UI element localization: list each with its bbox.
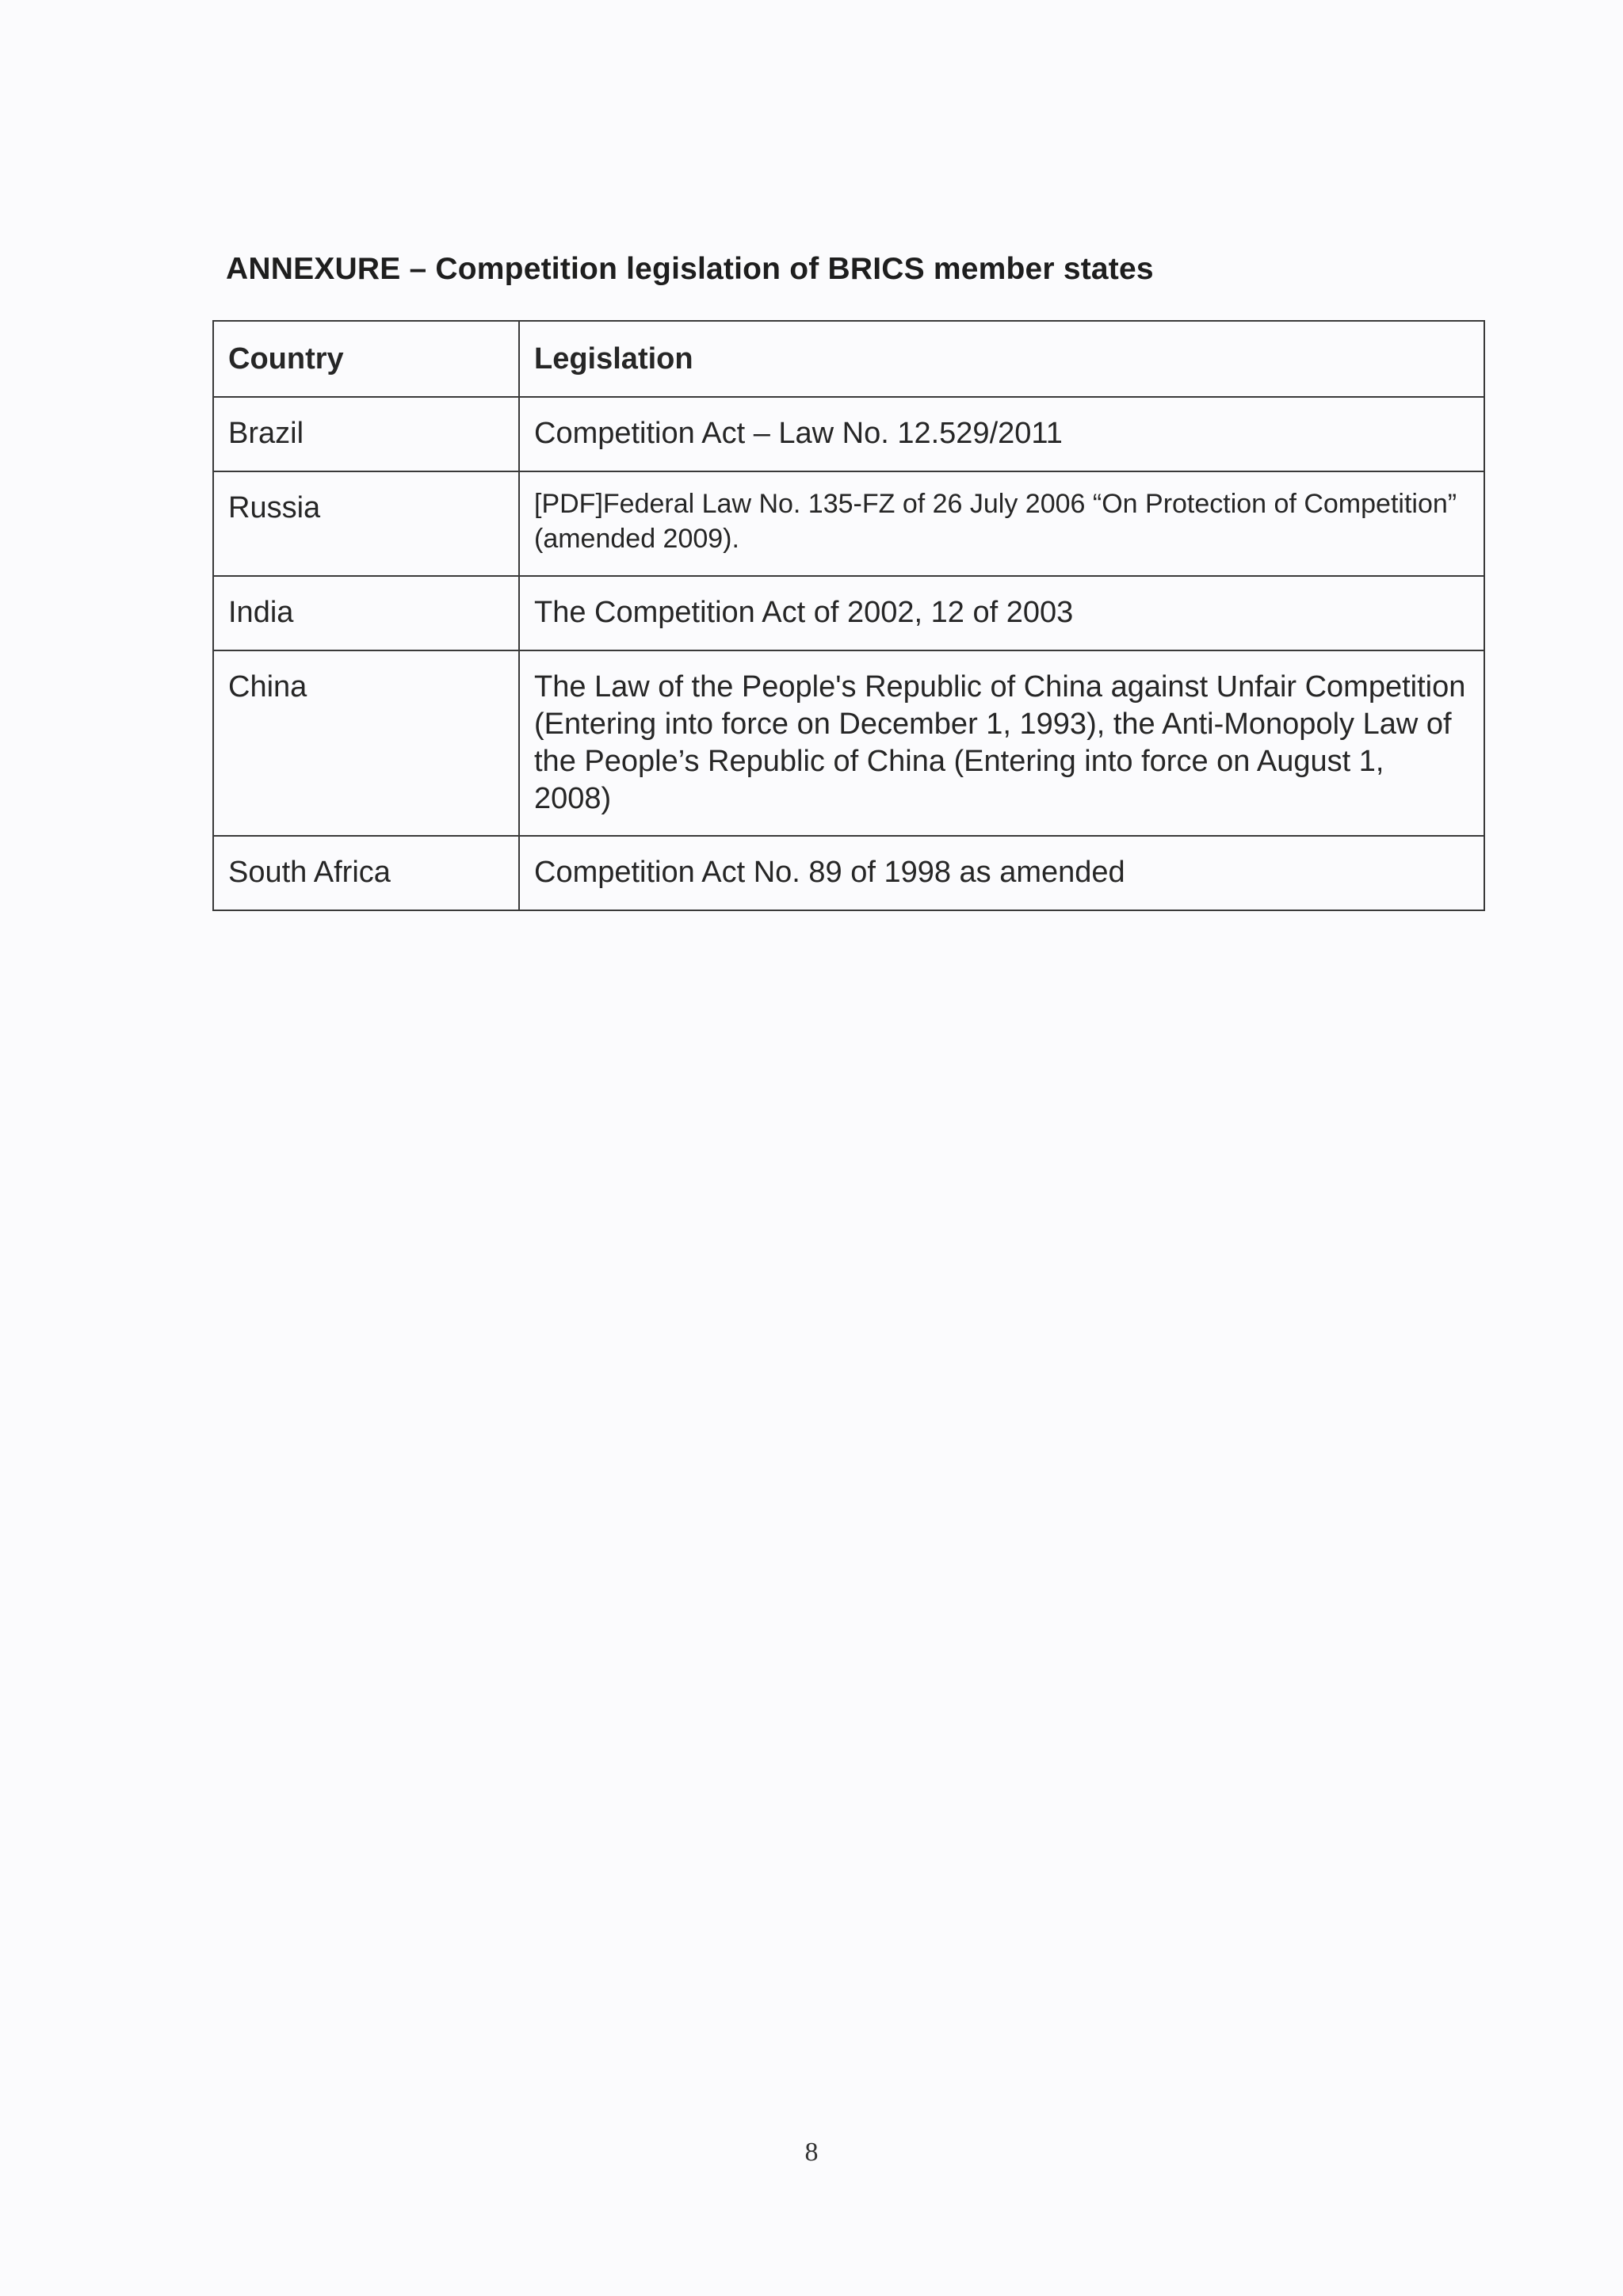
country-cell: Brazil	[213, 397, 519, 471]
legislation-table	[212, 320, 1485, 911]
table-row	[213, 471, 1484, 576]
column-header-country: Country	[213, 321, 519, 397]
country-cell: South Africa	[213, 836, 519, 910]
legislation-cell: Competition Act No. 89 of 1998 as amended	[519, 836, 1484, 910]
legislation-cell: The Competition Act of 2002, 12 of 2003	[519, 576, 1484, 650]
table-row	[213, 397, 1484, 471]
table-row	[213, 650, 1484, 836]
page-title: ANNEXURE – Competition legislation of BRICS member states	[226, 252, 1154, 286]
legislation-cell: The Law of the People's Republic of China against Unfair Competition (Entering into force on December 1, 1993), the Anti-Monopoly Law of the People’s Republic of China (Entering into force on August 1, 2008)	[519, 650, 1484, 836]
table-row	[213, 836, 1484, 910]
country-cell: China	[213, 650, 519, 836]
column-header-legislation: Legislation	[519, 321, 1484, 397]
country-cell: India	[213, 576, 519, 650]
table-header-row	[213, 321, 1484, 397]
table-row	[213, 576, 1484, 650]
country-cell: Russia	[213, 471, 519, 576]
legislation-cell: Competition Act – Law No. 12.529/2011	[519, 397, 1484, 471]
legislation-cell: [PDF]Federal Law No. 135-FZ of 26 July 2006 “On Protection of Competition” (amended 2009).	[519, 471, 1484, 576]
page-number: 8	[804, 2138, 819, 2167]
